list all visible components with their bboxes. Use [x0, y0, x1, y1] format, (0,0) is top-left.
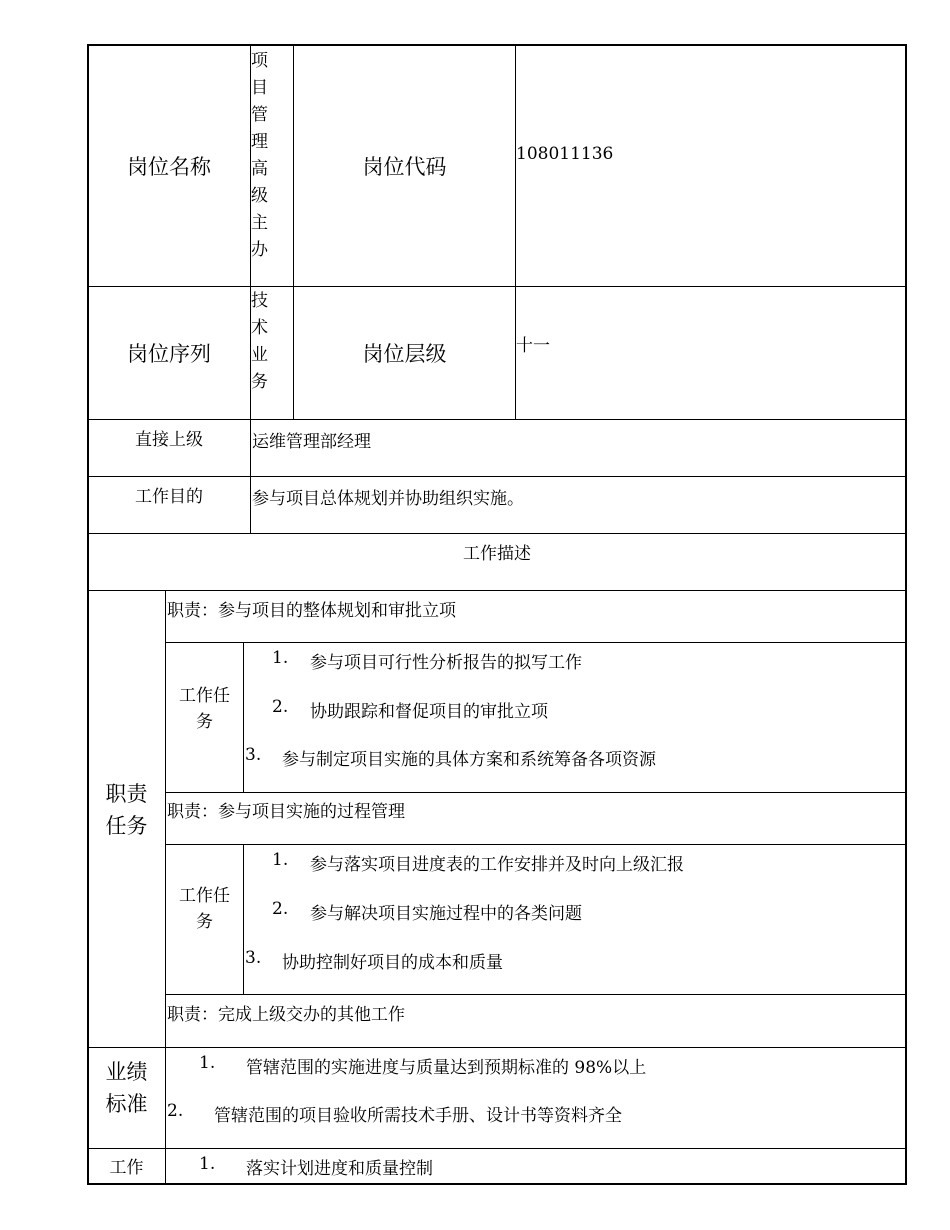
duty-2-task-3-text: 协助控制好项目的成本和质量 — [282, 953, 503, 973]
duty-1-task-3-text: 参与制定项目实施的具体方案和系统筹备各项资源 — [282, 750, 656, 770]
duty-2-title: 职责：参与项目实施的过程管理 — [167, 802, 405, 822]
duty-1-task-label: 工作任 务 — [179, 686, 230, 732]
duty-2-task-1-num: 1. — [272, 850, 289, 870]
label-position-series: 岗位序列 — [127, 342, 211, 366]
label-work: 工作 — [109, 1158, 144, 1178]
label-duties-tasks: 职责 任务 — [105, 782, 148, 838]
performance-1-num: 1. — [199, 1053, 216, 1073]
value-position-code: 108011136 — [516, 144, 614, 164]
performance-1-text: 管辖范围的实施进度与质量达到预期标准的 98%以上 — [246, 1058, 647, 1078]
duty-2-task-3-num: 3. — [245, 948, 262, 968]
duty-2-task-2-num: 2. — [272, 899, 289, 919]
value-position-series: 技 术 业 务 — [251, 291, 268, 392]
duty-1-task-1-text: 参与项目可行性分析报告的拟写工作 — [310, 653, 582, 673]
duty-2-task-label: 工作任 务 — [179, 886, 230, 932]
value-position-name: 项 目 管 理 高 级 主 办 — [251, 51, 268, 260]
section-title-work-description: 工作描述 — [463, 544, 531, 564]
work-1-num: 1. — [199, 1154, 216, 1174]
label-direct-superior: 直接上级 — [135, 430, 203, 450]
duty-2-task-1-text: 参与落实项目进度表的工作安排并及时向上级汇报 — [310, 855, 684, 875]
label-work-purpose: 工作目的 — [135, 487, 203, 507]
duty-3-title: 职责：完成上级交办的其他工作 — [167, 1005, 405, 1025]
label-position-level: 岗位层级 — [362, 342, 447, 366]
label-position-code: 岗位代码 — [362, 154, 447, 179]
duty-1-task-2-text: 协助跟踪和督促项目的审批立项 — [310, 702, 548, 722]
duty-1-task-1-num: 1. — [272, 648, 289, 668]
work-1-text: 落实计划进度和质量控制 — [246, 1159, 433, 1179]
duty-1-title: 职责：参与项目的整体规划和审批立项 — [167, 601, 456, 621]
performance-2-text: 管辖范围的项目验收所需技术手册、设计书等资料齐全 — [214, 1106, 622, 1126]
label-performance-standard: 业绩 标准 — [105, 1060, 148, 1116]
label-position-name: 岗位名称 — [127, 154, 211, 179]
duty-2-task-2-text: 参与解决项目实施过程中的各类问题 — [310, 904, 582, 924]
performance-2-num: 2. — [167, 1101, 184, 1121]
duty-1-task-2-num: 2. — [272, 697, 289, 717]
value-work-purpose: 参与项目总体规划并协助组织实施。 — [252, 489, 524, 509]
duty-1-task-3-num: 3. — [245, 745, 262, 765]
value-position-level: 十一 — [516, 336, 550, 356]
value-direct-superior: 运维管理部经理 — [252, 432, 371, 452]
